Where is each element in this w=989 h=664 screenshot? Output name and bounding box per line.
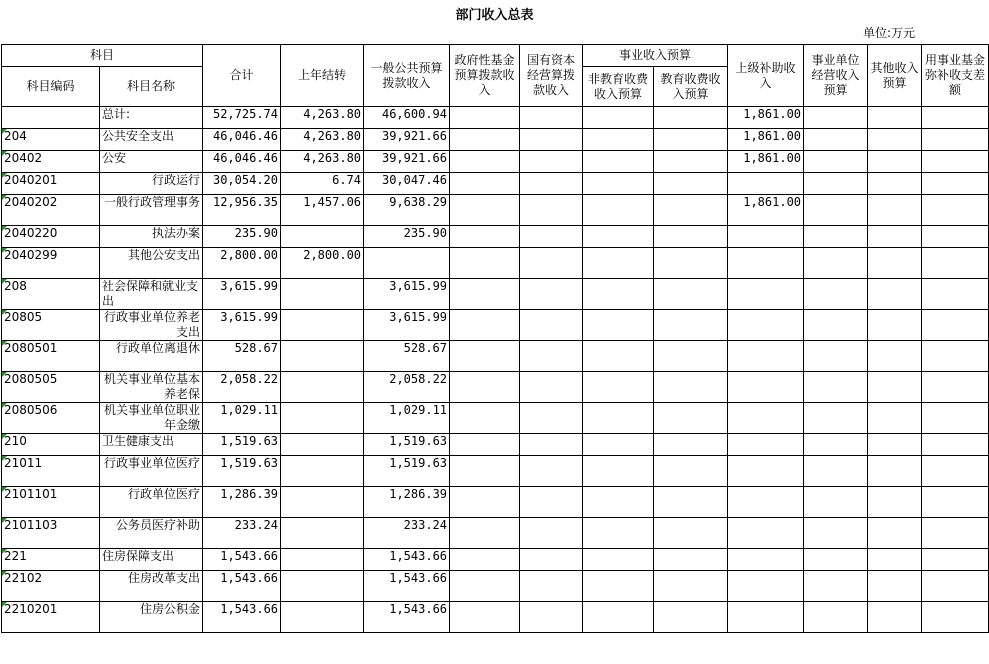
table-row xyxy=(2,129,989,151)
cell-total: 46,046.46 xyxy=(203,151,281,173)
cell-general: 233.24 xyxy=(364,518,450,549)
cell-name: 社会保障和就业支出 xyxy=(100,279,203,310)
cell-code: 20402 xyxy=(2,151,100,173)
table-row xyxy=(2,434,989,456)
cell-superior xyxy=(728,487,804,518)
cell-carryover xyxy=(281,456,364,487)
income-summary-table xyxy=(1,44,989,633)
cell-total: 2,058.22 xyxy=(203,372,281,403)
cell-name: 公安 xyxy=(100,151,203,173)
cell-carryover xyxy=(281,571,364,602)
cell-carryover: 4,263.80 xyxy=(281,151,364,173)
table-row xyxy=(2,310,989,341)
cell-general: 1,519.63 xyxy=(364,456,450,487)
cell-total: 12,956.35 xyxy=(203,195,281,226)
cell-total: 3,615.99 xyxy=(203,310,281,341)
cell-superior: 1,861.00 xyxy=(728,129,804,151)
cell-total: 1,543.66 xyxy=(203,602,281,633)
cell-name: 行政事业单位养老支出 xyxy=(100,310,203,341)
cell-name: 公务员医疗补助 xyxy=(100,518,203,549)
cell-total: 30,054.20 xyxy=(203,173,281,195)
cell-general: 46,600.94 xyxy=(364,107,450,129)
table-row xyxy=(2,226,989,248)
cell-carryover: 6.74 xyxy=(281,173,364,195)
cell-name: 一般行政管理事务 xyxy=(100,195,203,226)
cell-total: 528.67 xyxy=(203,341,281,372)
cell-name: 住房公积金 xyxy=(100,602,203,633)
cell-total: 2,800.00 xyxy=(203,248,281,279)
table-row xyxy=(2,456,989,487)
cell-name: 机关事业单位职业年金缴 xyxy=(100,403,203,434)
cell-carryover xyxy=(281,372,364,403)
cell-name: 行政运行 xyxy=(100,173,203,195)
cell-total: 1,519.63 xyxy=(203,456,281,487)
cell-total: 1,519.63 xyxy=(203,434,281,456)
cell-general: 39,921.66 xyxy=(364,129,450,151)
cell-general: 3,615.99 xyxy=(364,279,450,310)
cell-total: 46,046.46 xyxy=(203,129,281,151)
cell-general: 1,543.66 xyxy=(364,602,450,633)
cell-total: 233.24 xyxy=(203,518,281,549)
cell-general: 2,058.22 xyxy=(364,372,450,403)
header-edu-fee: 教育收费收入预算 xyxy=(654,67,728,107)
cell-superior xyxy=(728,173,804,195)
cell-name: 公共安全支出 xyxy=(100,129,203,151)
header-superior-subsidy: 上级补助收入 xyxy=(728,45,804,107)
table-row xyxy=(2,279,989,310)
cell-general: 1,029.11 xyxy=(364,403,450,434)
header-subject: 科目 xyxy=(2,45,203,67)
cell-name: 行政单位离退休 xyxy=(100,341,203,372)
cell-carryover xyxy=(281,310,364,341)
cell-total: 1,286.39 xyxy=(203,487,281,518)
cell-superior xyxy=(728,602,804,633)
page-title: 部门收入总表 xyxy=(455,8,534,23)
cell-total: 1,029.11 xyxy=(203,403,281,434)
header-subject-name: 科目名称 xyxy=(100,67,203,107)
cell-superior xyxy=(728,434,804,456)
unit-label: 单位:万元 xyxy=(862,26,915,40)
table-row xyxy=(2,107,989,129)
cell-name: 住房保障支出 xyxy=(100,549,203,571)
cell-carryover: 4,263.80 xyxy=(281,129,364,151)
table-row xyxy=(2,173,989,195)
cell-total: 3,615.99 xyxy=(203,279,281,310)
cell-general: 1,286.39 xyxy=(364,487,450,518)
cell-carryover xyxy=(281,403,364,434)
table-row xyxy=(2,518,989,549)
table-row xyxy=(2,151,989,173)
cell-general: 3,615.99 xyxy=(364,310,450,341)
cell-name: 机关事业单位基本养老保 xyxy=(100,372,203,403)
cell-carryover xyxy=(281,518,364,549)
cell-code: 2080505 xyxy=(2,372,100,403)
cell-superior xyxy=(728,226,804,248)
cell-superior xyxy=(728,372,804,403)
cell-name: 卫生健康支出 xyxy=(100,434,203,456)
cell-superior xyxy=(728,549,804,571)
table-row xyxy=(2,403,989,434)
cell-superior: 1,861.00 xyxy=(728,151,804,173)
cell-code: 2040220 xyxy=(2,226,100,248)
cell-code xyxy=(2,107,100,129)
cell-code: 2080501 xyxy=(2,341,100,372)
cell-superior: 1,861.00 xyxy=(728,195,804,226)
table-row xyxy=(2,341,989,372)
header-general-budget: 一般公共预算拨款收入 xyxy=(364,45,450,107)
cell-name: 执法办案 xyxy=(100,226,203,248)
cell-name: 总计: xyxy=(100,107,203,129)
table-row xyxy=(2,248,989,279)
cell-carryover xyxy=(281,279,364,310)
cell-code: 208 xyxy=(2,279,100,310)
cell-code: 2080506 xyxy=(2,403,100,434)
cell-code: 2101101 xyxy=(2,487,100,518)
cell-carryover xyxy=(281,226,364,248)
table-row xyxy=(2,195,989,226)
cell-carryover xyxy=(281,487,364,518)
header-non-edu-fee: 非教育收费收入预算 xyxy=(583,67,654,107)
header-gov-fund: 政府性基金预算拨款收入 xyxy=(450,45,520,107)
table-row xyxy=(2,571,989,602)
cell-code: 2040201 xyxy=(2,173,100,195)
header-state-capital: 国有资本经营算拨款收入 xyxy=(520,45,583,107)
cell-general: 39,921.66 xyxy=(364,151,450,173)
table-row xyxy=(2,602,989,633)
cell-code: 2210201 xyxy=(2,602,100,633)
cell-name: 其他公安支出 xyxy=(100,248,203,279)
cell-carryover: 1,457.06 xyxy=(281,195,364,226)
cell-general: 30,047.46 xyxy=(364,173,450,195)
cell-superior: 1,861.00 xyxy=(728,107,804,129)
header-other-income: 其他收入预算 xyxy=(868,45,922,107)
cell-code: 20805 xyxy=(2,310,100,341)
cell-carryover: 4,263.80 xyxy=(281,107,364,129)
cell-general xyxy=(364,248,450,279)
cell-superior xyxy=(728,341,804,372)
cell-general: 1,543.66 xyxy=(364,549,450,571)
cell-carryover xyxy=(281,434,364,456)
header-total: 合计 xyxy=(203,45,281,107)
table-row xyxy=(2,372,989,403)
cell-superior xyxy=(728,571,804,602)
cell-superior xyxy=(728,248,804,279)
cell-carryover xyxy=(281,602,364,633)
cell-code: 2040202 xyxy=(2,195,100,226)
cell-general: 9,638.29 xyxy=(364,195,450,226)
table-row xyxy=(2,487,989,518)
cell-name: 行政单位医疗 xyxy=(100,487,203,518)
cell-total: 1,543.66 xyxy=(203,549,281,571)
cell-superior xyxy=(728,310,804,341)
cell-code: 22102 xyxy=(2,571,100,602)
cell-total: 1,543.66 xyxy=(203,571,281,602)
cell-code: 2101103 xyxy=(2,518,100,549)
cell-general: 235.90 xyxy=(364,226,450,248)
cell-superior xyxy=(728,403,804,434)
cell-superior xyxy=(728,518,804,549)
cell-superior xyxy=(728,279,804,310)
cell-general: 528.67 xyxy=(364,341,450,372)
header-subject-code: 科目编码 xyxy=(2,67,100,107)
cell-carryover: 2,800.00 xyxy=(281,248,364,279)
cell-superior xyxy=(728,456,804,487)
cell-carryover xyxy=(281,341,364,372)
cell-name: 住房改革支出 xyxy=(100,571,203,602)
cell-general: 1,543.66 xyxy=(364,571,450,602)
header-carryover: 上年结转 xyxy=(281,45,364,107)
cell-name: 行政事业单位医疗 xyxy=(100,456,203,487)
cell-code: 204 xyxy=(2,129,100,151)
cell-code: 221 xyxy=(2,549,100,571)
header-fund-offset: 用事业基金弥补收支差额 xyxy=(922,45,989,107)
header-business-income: 事业收入预算 xyxy=(583,45,728,67)
cell-code: 2040299 xyxy=(2,248,100,279)
cell-code: 210 xyxy=(2,434,100,456)
cell-general: 1,519.63 xyxy=(364,434,450,456)
header-unit-operating: 事业单位经营收入预算 xyxy=(804,45,868,107)
cell-total: 235.90 xyxy=(203,226,281,248)
table-row xyxy=(2,549,989,571)
cell-total: 52,725.74 xyxy=(203,107,281,129)
cell-carryover xyxy=(281,549,364,571)
cell-code: 21011 xyxy=(2,456,100,487)
